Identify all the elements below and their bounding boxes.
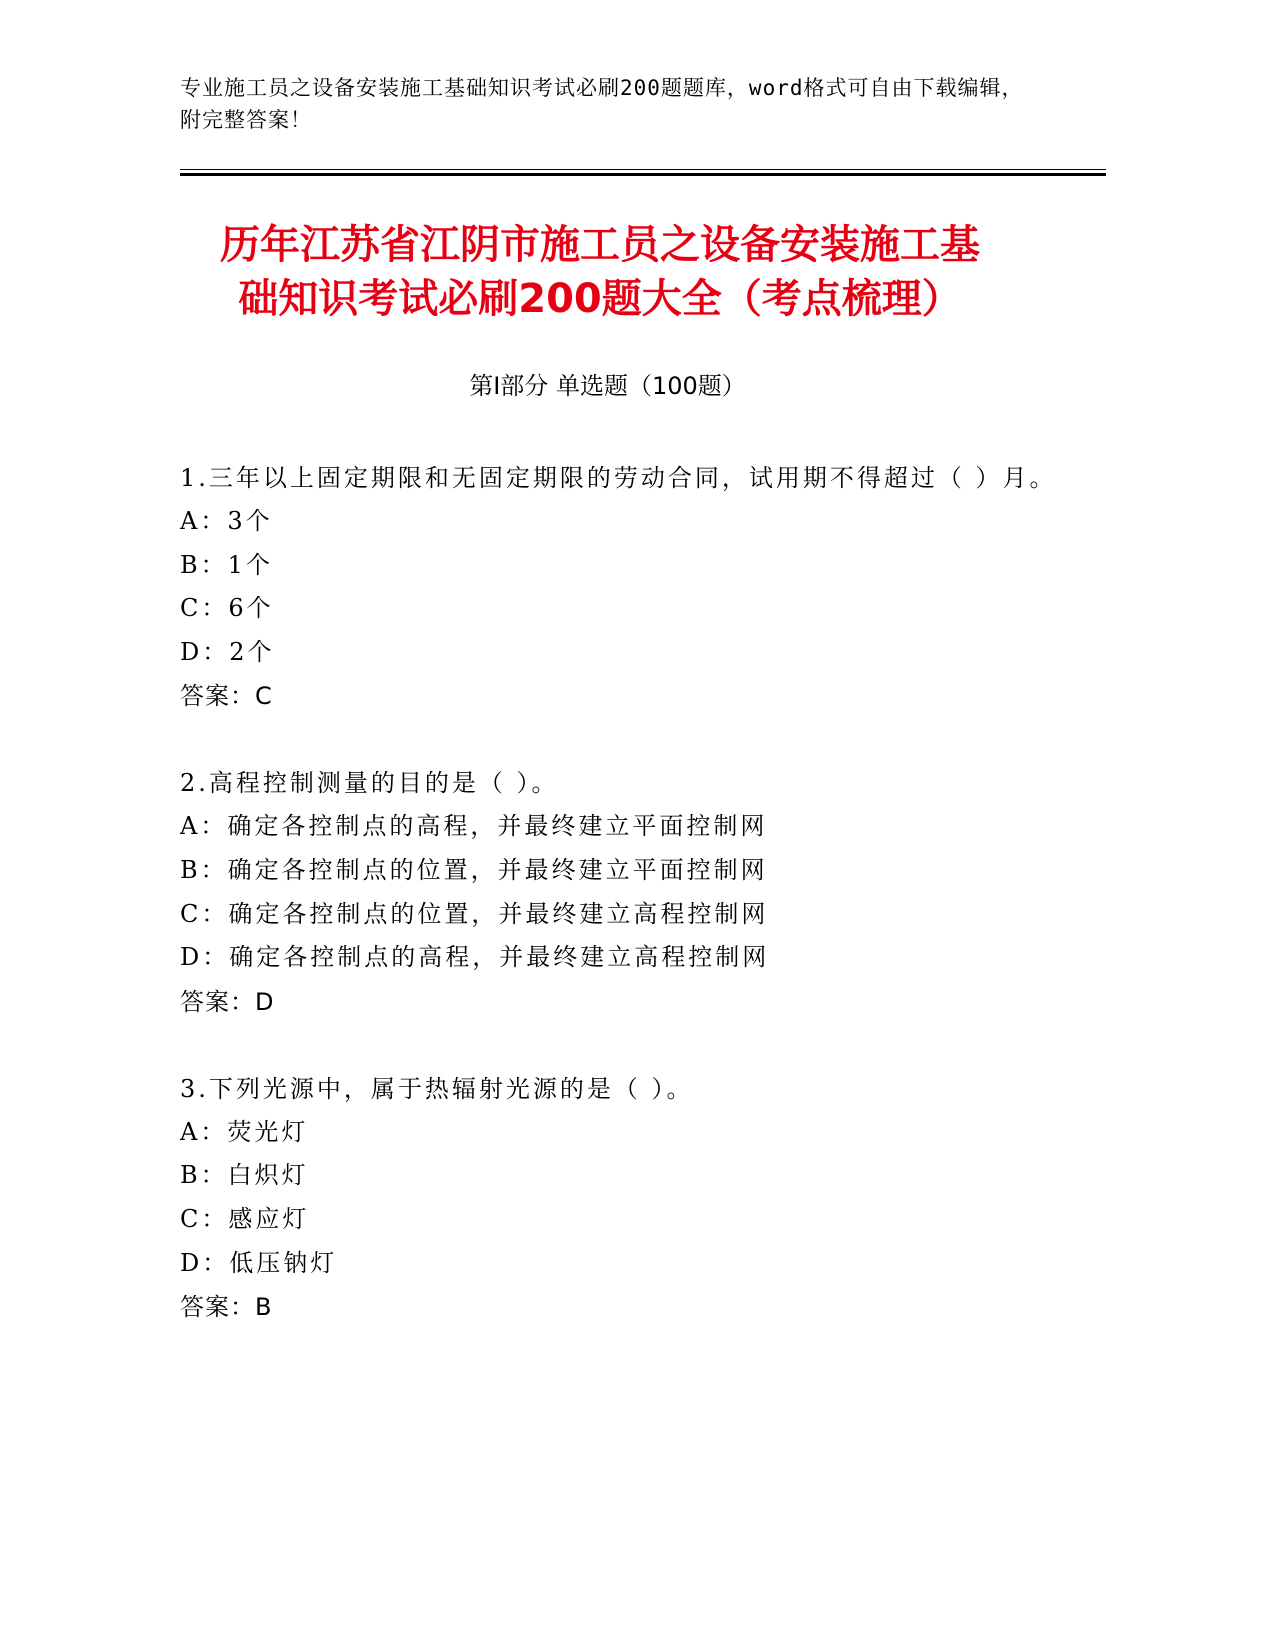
document-title	[150, 218, 1050, 326]
question-stem: 1.三年以上固定期限和无固定期限的劳动合同，试用期不得超过（ ）月。	[180, 464, 1057, 492]
question-3	[180, 1067, 1060, 1329]
option-d: D：低压钠灯	[180, 1248, 338, 1277]
document-title-line-1: 历年江苏省江阴市施工员之设备安装施工基	[220, 222, 980, 268]
option-b: B：白炽灯	[180, 1161, 309, 1190]
section-heading: 第Ⅰ部分 单选题（100题）	[469, 372, 746, 400]
answer-line: 答案：B	[180, 1293, 273, 1322]
option-a: A：确定各控制点的高程，并最终建立平面控制网	[180, 812, 768, 841]
header-rule-thick	[180, 173, 1106, 176]
option-c: C：确定各控制点的位置，并最终建立高程控制网	[180, 899, 769, 928]
option-b: B：1个	[180, 550, 273, 579]
answer-line: 答案：D	[180, 987, 275, 1016]
option-b: B：确定各控制点的位置，并最终建立平面控制网	[180, 855, 768, 884]
question-list	[180, 456, 1060, 1372]
header-rule-thin	[180, 169, 1106, 170]
option-c: C：6个	[180, 594, 274, 623]
answer-line: 答案：C	[180, 682, 273, 711]
question-2	[180, 761, 1060, 1023]
question-1	[180, 456, 1060, 718]
header-note: 专业施工员之设备安装施工基础知识考试必刷200题题库，word格式可自由下载编辑，附完整答案！	[180, 76, 1024, 132]
question-stem: 3.下列光源中，属于热辐射光源的是（ ）。	[180, 1074, 694, 1103]
option-a: A：3个	[180, 507, 273, 535]
question-stem: 2.高程控制测量的目的是（ ）。	[180, 769, 559, 798]
document-title-line-2: 础知识考试必刷200题大全（考点梳理）	[238, 276, 962, 322]
option-a: A：荧光灯	[180, 1117, 309, 1146]
option-c: C：感应灯	[180, 1204, 310, 1233]
option-d: D：2个	[180, 637, 275, 666]
option-d: D：确定各控制点的高程，并最终建立高程控制网	[180, 943, 770, 972]
